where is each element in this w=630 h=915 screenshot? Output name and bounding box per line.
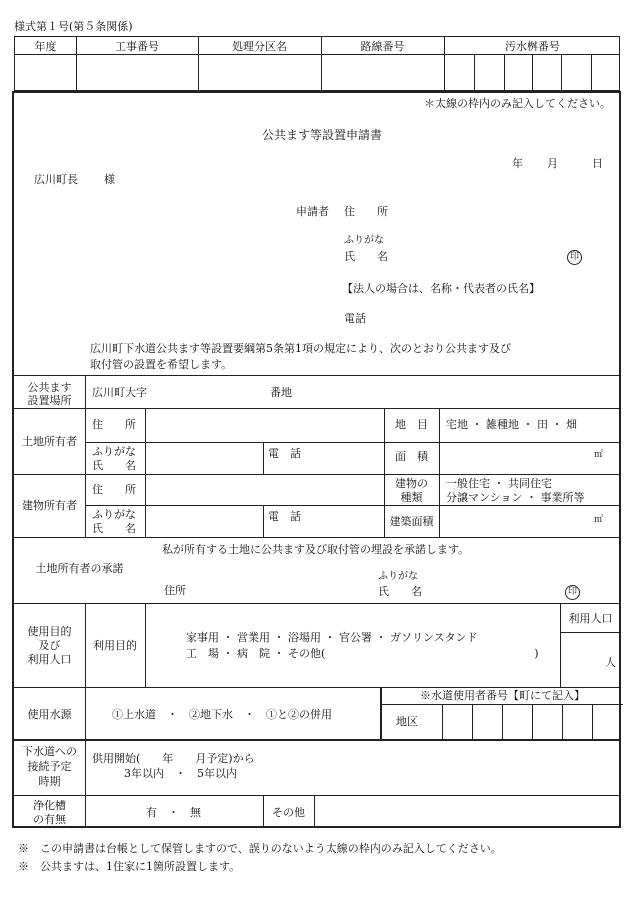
water-district-label: 地区	[396, 715, 418, 728]
land-owner-label: 土地所有者	[22, 435, 77, 448]
consent-text: 私が所有する土地に公共ます及び取付管の埋設を承諾します。	[162, 543, 470, 556]
building-owner-name-label: 氏 名	[92, 522, 136, 535]
location-label-1: 公共ます	[27, 381, 72, 394]
consent-furigana-label: ふりがな	[378, 571, 418, 582]
population-field[interactable]	[561, 633, 611, 686]
applicant-phone-label: 電話	[344, 312, 366, 325]
connection-label-1: 下水道への	[22, 745, 77, 758]
water-source-options[interactable]: ①上水道 ・ ②地下水 ・ ①と②の併用	[112, 708, 332, 721]
footer-note-2: ※ 公共ますは、1住家に1箇所設置します。	[18, 860, 241, 873]
consent-name-field[interactable]	[428, 569, 563, 599]
land-area-label: 面 積	[395, 450, 428, 463]
applicant-phone-field[interactable]	[379, 308, 609, 326]
consent-seal: 印	[565, 585, 580, 600]
admin-table	[14, 36, 620, 91]
consent-address-label: 住所	[164, 584, 186, 597]
district-name-field[interactable]	[199, 55, 321, 91]
addressee-name: 広川町長	[34, 173, 78, 186]
population-label: 利用人口	[568, 612, 613, 625]
floor-area-label: 建築面積	[389, 515, 434, 528]
header-route-number: 路線番号	[360, 40, 405, 53]
route-number-field[interactable]	[322, 55, 444, 91]
water-source-label: 使用水源	[27, 708, 72, 721]
work-number-field[interactable]	[77, 55, 198, 91]
applicant-label: 申請者	[296, 205, 329, 218]
form-id: 様式第１号(第５条関係)	[14, 20, 133, 33]
location-prefix: 広川町大字	[92, 386, 147, 399]
septic-label-2: の有無	[33, 813, 66, 826]
building-owner-furigana-label: ふりがな	[92, 508, 136, 521]
year-field[interactable]	[15, 55, 76, 91]
purpose-label-2: 及び	[38, 639, 61, 652]
consent-name-label: 氏 名	[378, 585, 422, 598]
addressee-honorific: 様	[104, 173, 115, 186]
building-owner-address-field[interactable]	[146, 475, 383, 505]
floor-area-unit: ㎡	[594, 515, 604, 525]
connection-label-3: 時期	[38, 775, 61, 788]
header-manhole-number: 汚水桝番号	[505, 40, 560, 53]
land-owner-phone-label: 電 話	[268, 447, 301, 460]
land-owner-address-label: 住 所	[92, 418, 136, 431]
building-type-label-2: 種類	[400, 491, 423, 504]
land-area-unit: ㎡	[594, 450, 604, 460]
septic-label-1: 浄化槽	[33, 799, 66, 812]
purpose-label-1: 使用目的	[27, 625, 72, 638]
purpose-options-1[interactable]: 家事用 ・ 営業用 ・ 浴場用 ・ 官公署 ・ ガソリンスタンド	[186, 631, 478, 644]
population-unit: 人	[605, 656, 616, 669]
applicant-seal: 印	[567, 250, 582, 265]
connection-line-2[interactable]: 3年以内 ・ 5年以内	[124, 767, 237, 780]
header-work-number: 工事番号	[115, 40, 159, 53]
manhole-number-field[interactable]	[445, 55, 621, 91]
floor-area-field[interactable]	[440, 506, 590, 536]
footer-note-1: ※ この申請書は台帳として保管しますので、誤りのないよう太線の枠内のみ記入してください。	[18, 842, 502, 855]
applicant-address-field[interactable]	[398, 201, 608, 219]
header-district-name: 処理分区名	[232, 40, 287, 53]
building-type-options-1[interactable]: 一般住宅 ・ 共同住宅	[446, 477, 552, 490]
land-area-field[interactable]	[440, 443, 590, 473]
building-owner-address-label: 住 所	[92, 483, 136, 496]
building-owner-phone-label: 電 話	[268, 510, 301, 523]
land-owner-name-field[interactable]	[146, 443, 262, 473]
connection-label-2: 接続予定	[27, 760, 72, 773]
location-suffix: 番地	[270, 386, 292, 399]
intro-line-2: 取付管の設置を希望します。	[90, 358, 233, 371]
date-day-label: 日	[592, 157, 603, 170]
purpose-options-2[interactable]: 工 場 ・ 病 院 ・ その他( )	[186, 647, 539, 660]
location-field[interactable]	[154, 380, 264, 404]
building-owner-phone-field[interactable]	[304, 506, 383, 536]
location-label-2: 設置場所	[27, 394, 72, 407]
applicant-address-label: 住 所	[344, 205, 388, 218]
main-form	[12, 91, 621, 828]
building-owner-label: 建物所有者	[22, 499, 77, 512]
applicant-name-label: 氏 名	[344, 250, 388, 263]
applicant-name-field[interactable]	[398, 233, 563, 265]
building-type-label-1: 建物の	[395, 477, 428, 490]
land-category-options[interactable]: 宅地 ・ 雑種地 ・ 田 ・ 畑	[446, 418, 577, 431]
consent-address-field[interactable]	[194, 575, 364, 599]
page-title: 公共ます等設置申請書	[262, 128, 383, 142]
header-year: 年度	[34, 40, 57, 53]
building-type-options-2[interactable]: 分譲マンション ・ 事業所等	[446, 491, 585, 504]
septic-options[interactable]: 有 ・ 無	[146, 806, 201, 819]
water-meter-number-field[interactable]	[442, 705, 623, 739]
septic-other-label: その他	[272, 806, 305, 819]
building-owner-name-field[interactable]	[146, 506, 262, 536]
water-meter-title: ※水道使用者番号【町にて記入】	[420, 689, 585, 702]
land-owner-phone-field[interactable]	[304, 443, 383, 473]
date-month-label: 月	[547, 157, 558, 170]
connection-line-1[interactable]: 供用開始( 年 月予定)から	[92, 752, 255, 765]
water-meter-box	[380, 687, 623, 739]
date-year-label: 年	[512, 157, 523, 170]
purpose-label-3: 利用人口	[27, 653, 72, 666]
septic-other-field[interactable]	[315, 796, 620, 827]
land-owner-furigana-label: ふりがな	[92, 445, 136, 458]
intro-line-1: 広川町下水道公共ます等設置要綱第5条第1項の規定により、次のとおり公共ます及び	[90, 342, 511, 355]
notice-top: ＊太線の枠内のみ記入してください。	[424, 97, 611, 110]
applicant-furigana-label: ふりがな	[344, 235, 384, 246]
consent-label: 土地所有者の承諾	[35, 562, 124, 575]
land-owner-name-label: 氏 名	[92, 459, 136, 472]
land-category-label: 地 目	[395, 418, 428, 431]
purpose-sub-label: 利用目的	[93, 639, 137, 652]
corp-note: 【法人の場合は、名称・代表者の氏名】	[342, 282, 540, 295]
land-owner-address-field[interactable]	[146, 409, 383, 441]
